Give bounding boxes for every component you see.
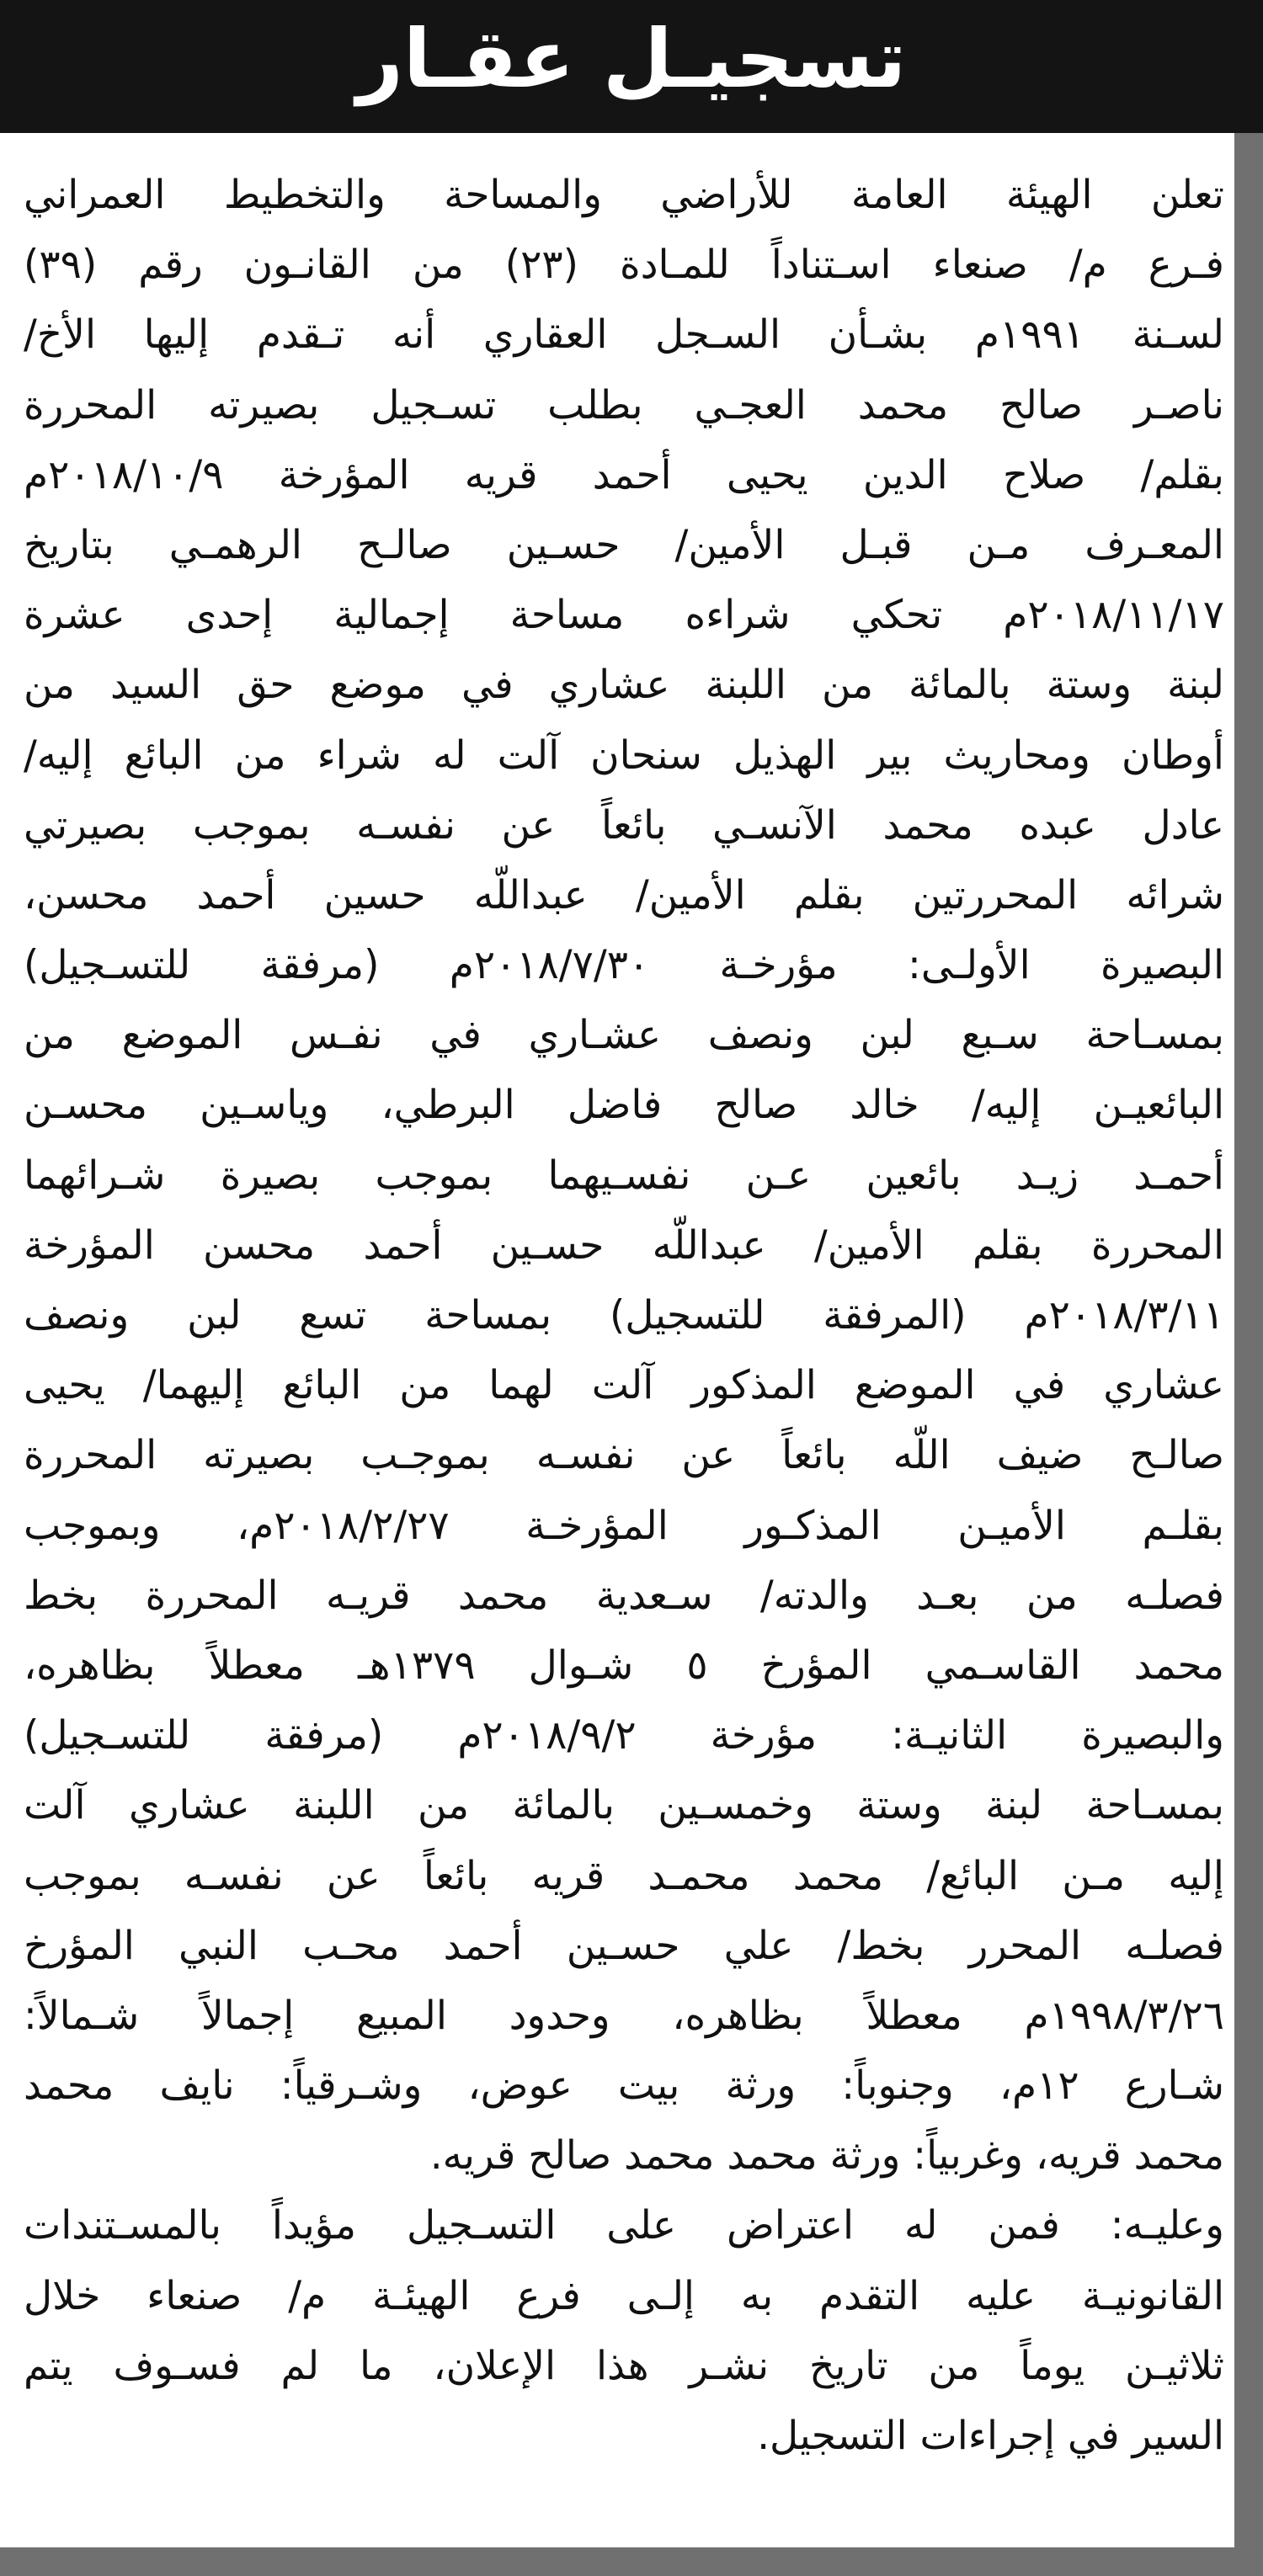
notice-line: محمد قريه، وغربياً: ورثة محمد محمد صالح قريه. — [429, 2132, 1224, 2179]
notice-line: المعـرف مـن قبـل الأمين/ حسـين صالـح الرهمـي بتاريخ — [24, 521, 1224, 568]
notice-line: ١٩٩٨/٣/٢٦م معطلاً بظاهره، وحدود المبيع إجمالاً شـمالاً: — [24, 1992, 1224, 2039]
notice-line: أحمـد زيـد بائعين عـن نفسـيهما بموجب بصيرة شـرائهما — [24, 1152, 1224, 1199]
notice-title: تسجيـل عقـار — [356, 12, 907, 106]
notice-line: بمسـاحة سـبع لبن ونصف عشـاري في نفـس الموضع من — [24, 1012, 1224, 1059]
notice-line: محمد القاسـمي المؤرخ ٥ شـوال ١٣٧٩هـ معطلاً بظاهره، — [24, 1642, 1224, 1689]
notice-line: إليه مـن البائع/ محمد محمـد قريه بائعاً عن نفسـه بموجب — [24, 1852, 1224, 1899]
notice-line: ناصـر صالح محمد العجـي بطلب تسـجيل بصيرته المحررة — [24, 381, 1224, 428]
notice-line: شـارع ١٢م، وجنوباً: ورثة بيت عوض، وشـرقياً: نايف محمد — [24, 2062, 1224, 2110]
notice-line: والبصيرة الثانيـة: مؤرخة ٢٠١٨/٩/٢م (مرفقة للتسـجيل) — [24, 1712, 1224, 1759]
notice-line: فصلـه المحرر بخط/ علي حسـين أحمد محـب النبي المؤرخ — [24, 1922, 1224, 1969]
notice-line: بقلـم الأميـن المذكـور المؤرخـة ٢٠١٨/٢/٢٧م، وبموجب — [24, 1502, 1224, 1549]
notice-line: ٢٠١٨/٣/١١م (المرفقة للتسجيل) بمساحة تسع لبن ونصف — [24, 1292, 1224, 1339]
notice-line: عشاري في الموضع المذكور آلت لهما من البائع إليهما/ يحيى — [24, 1362, 1224, 1409]
notice-line: المحررة بقلم الأمين/ عبداللّه حسـين أحمد محسن المؤرخة — [24, 1221, 1224, 1269]
notice-line: القانونيـة عليه التقدم به إلـى فرع الهيئـة م/ صنعاء خلال — [24, 2272, 1224, 2319]
frame-shadow-right — [1234, 133, 1263, 2576]
notice-line: عادل عبده محمد الآنسـي بائعاً عن نفسـه بموجب بصيرتي — [24, 801, 1224, 849]
notice-line: صالـح ضيف اللّه بائعاً عن نفسـه بموجـب بصيرته المحررة — [24, 1432, 1224, 1479]
notice-body — [24, 160, 1224, 2542]
notice-line: البصيرة الأولـى: مؤرخـة ٢٠١٨/٧/٣٠م (مرفقة للتسـجيل) — [24, 942, 1224, 989]
notice-line: ثلاثيـن يوماً من تاريخ نشـر هذا الإعلان، ما لم فسـوف يتم — [24, 2342, 1224, 2389]
notice-line: تعلن الهيئة العامة للأراضي والمساحة والتخطيط العمراني — [24, 172, 1224, 218]
header-bar — [0, 0, 1263, 133]
notice-line: وعليـه: فمن له اعتراض على التسـجيل مؤيداً بالمسـتندات — [24, 2202, 1224, 2249]
notice-line: البائعيـن إليه/ خالد صالح فاضل البرطي، وياسـين محسـن — [24, 1082, 1224, 1129]
notice-line: لسـنة ١٩٩١م بشـأن السـجل العقاري أنه تـقدم إليها الأخ/ — [24, 311, 1224, 359]
notice-line: ٢٠١٨/١١/١٧م تحكي شراءه مساحة إجمالية إحدى عشرة — [24, 592, 1224, 639]
notice-line: بمسـاحة لبنة وستة وخمسـين بالمائة من اللبنة عشاري آلت — [24, 1782, 1224, 1829]
frame-shadow-bottom — [0, 2547, 1263, 2576]
notice-line: فـرع م/ صنعاء اسـتناداً للمـادة (٢٣) من القانـون رقم (٣٩) — [24, 242, 1224, 289]
notice-line: بقلم/ صلاح الدين يحيى أحمد قريه المؤرخة ٢٠١٨/١٠/٩م — [24, 451, 1224, 498]
notice-line: فصلـه من بعـد والدته/ سـعدية محمد قريـه المحررة بخط — [24, 1572, 1224, 1619]
notice-line: أوطان ومحاريث بير الهذيل سنحان آلت له شراء من البائع إليه/ — [24, 732, 1224, 779]
notice-line: السير في إجراءات التسجيل. — [757, 2413, 1224, 2459]
notice-line: شرائه المحررتين بقلم الأمين/ عبداللّه حسين أحمد محسن، — [24, 871, 1224, 918]
notice-line: لبنة وستة بالمائة من اللبنة عشاري في موضع حق السيد من — [24, 662, 1224, 709]
